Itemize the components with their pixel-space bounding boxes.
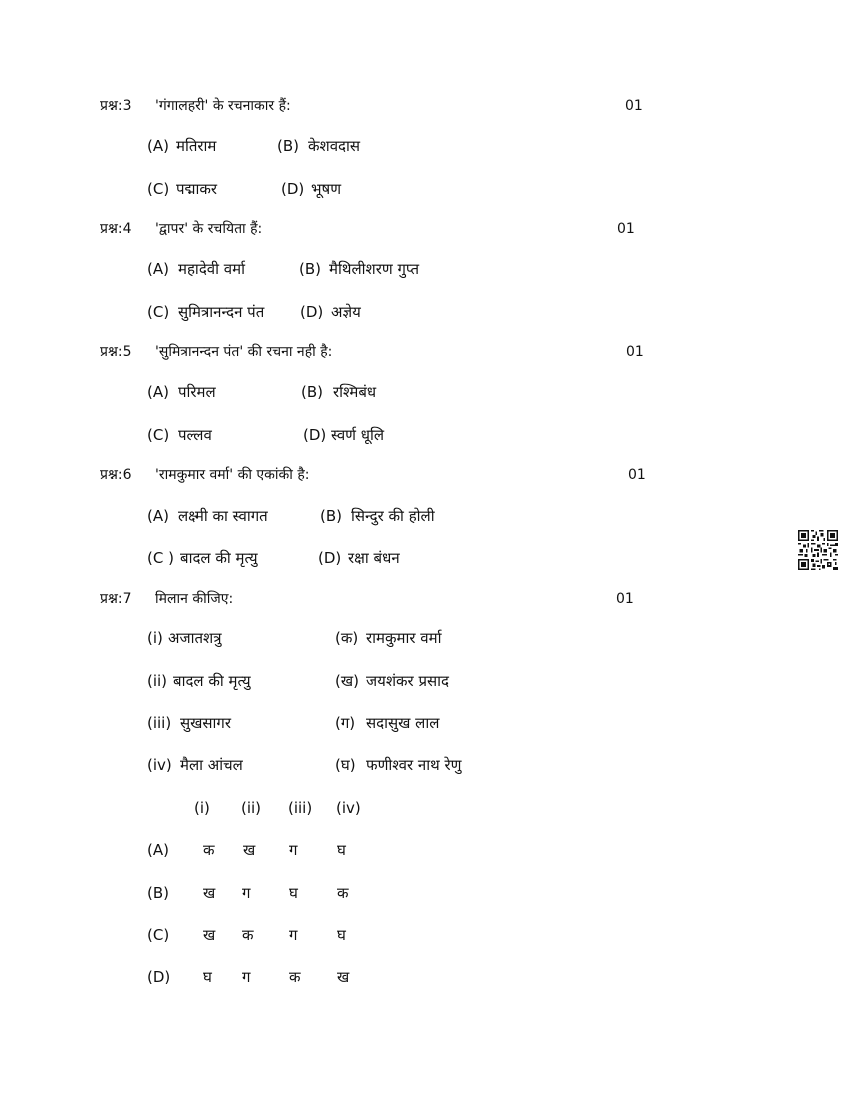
grid-cell: ख (203, 884, 216, 902)
grid-cell: ग (242, 968, 251, 986)
question-3-text: 'गंगालहरी' के रचनाकार हैं: (155, 98, 291, 114)
question-7-marks: 01 (616, 591, 634, 607)
match-left-text-4: मैला आंचल (180, 756, 243, 774)
q6-option-c-key: (C ) (147, 549, 174, 567)
q4-option-a-text: महादेवी वर्मा (178, 260, 245, 278)
grid-cell: ग (289, 841, 298, 859)
grid-row-a-key: (A) (147, 841, 169, 859)
grid-cell: घ (337, 841, 346, 859)
grid-header-iii: (iii) (288, 799, 313, 817)
q3-option-d-text: भूषण (311, 180, 342, 198)
match-right-key-1: (क) (335, 629, 359, 647)
grid-header-ii: (ii) (241, 799, 262, 817)
q5-option-d-key: (D) (303, 426, 327, 444)
question-4-marks: 01 (617, 221, 635, 237)
grid-cell: घ (203, 968, 212, 986)
grid-cell: क (337, 884, 349, 902)
match-right-text-4: फणीश्वर नाथ रेणु (366, 756, 462, 774)
q4-option-a-key: (A) (147, 260, 169, 278)
question-6-text: 'रामकुमार वर्मा' की एकांकी है: (155, 467, 310, 483)
q4-option-d-key: (D) (300, 303, 324, 321)
q6-option-a-key: (A) (147, 507, 169, 525)
q4-option-b-text: मैथिलीशरण गुप्त (329, 260, 420, 278)
q3-option-b-key: (B) (277, 137, 299, 155)
grid-cell: क (289, 968, 301, 986)
grid-cell: क (242, 926, 254, 944)
q4-option-c-text: सुमित्रानन्दन पंत (178, 303, 265, 321)
match-right-key-2: (ख) (335, 672, 359, 690)
match-right-text-3: सदासुख लाल (366, 714, 440, 732)
grid-row-d-key: (D) (147, 968, 171, 986)
q3-option-d-key: (D) (281, 180, 305, 198)
question-3-marks: 01 (625, 98, 643, 114)
match-left-text-1: अजातशत्रु (168, 629, 222, 647)
q5-option-c-text: पल्लव (178, 426, 212, 444)
q5-option-b-text: रश्मिबंध (333, 383, 377, 401)
question-6-label: प्रश्न:6 (100, 467, 132, 483)
question-7-label: प्रश्न:7 (100, 591, 132, 607)
q3-option-c-text: पद्माकर (176, 180, 218, 198)
question-3-label: प्रश्न:3 (100, 98, 132, 114)
grid-cell: ग (242, 884, 251, 902)
q5-option-c-key: (C) (147, 426, 170, 444)
q6-option-d-text: रक्षा बंधन (348, 549, 400, 567)
q3-option-c-key: (C) (147, 180, 170, 198)
match-right-text-1: रामकुमार वर्मा (366, 629, 442, 647)
q4-option-c-key: (C) (147, 303, 170, 321)
question-4-text: 'द्वापर' के रचयिता हैं: (155, 221, 263, 237)
q5-option-d-text: स्वर्ण धूलि (331, 426, 385, 444)
match-right-key-3: (ग) (335, 714, 356, 732)
q5-option-b-key: (B) (301, 383, 323, 401)
question-5-marks: 01 (626, 344, 644, 360)
match-left-key-3: (iii) (147, 714, 172, 732)
q6-option-b-key: (B) (320, 507, 342, 525)
grid-header-i: (i) (194, 799, 210, 817)
q4-option-d-text: अज्ञेय (331, 303, 361, 321)
grid-cell: ग (289, 926, 298, 944)
q3-option-a-text: मतिराम (176, 137, 217, 155)
q5-option-a-key: (A) (147, 383, 169, 401)
match-right-text-2: जयशंकर प्रसाद (366, 672, 449, 690)
q5-option-a-text: परिमल (178, 383, 216, 401)
q6-option-d-key: (D) (318, 549, 342, 567)
q3-option-b-text: केशवदास (308, 137, 361, 155)
match-right-key-4: (घ) (335, 756, 356, 774)
q6-option-a-text: लक्ष्मी का स्वागत (178, 507, 268, 525)
question-4-label: प्रश्न:4 (100, 221, 132, 237)
question-5-label: प्रश्न:5 (100, 344, 132, 360)
grid-header-iv: (iv) (336, 799, 361, 817)
grid-cell: घ (289, 884, 298, 902)
grid-cell: ख (243, 841, 256, 859)
grid-cell: ख (203, 926, 216, 944)
grid-row-b-key: (B) (147, 884, 169, 902)
match-left-key-2: (ii) (147, 672, 168, 690)
q3-option-a-key: (A) (147, 137, 169, 155)
match-left-key-1: (i) (147, 629, 163, 647)
question-7-text: मिलान कीजिए: (155, 591, 234, 607)
q4-option-b-key: (B) (299, 260, 321, 278)
grid-cell: क (203, 841, 215, 859)
grid-cell: ख (337, 968, 350, 986)
grid-cell: घ (337, 926, 346, 944)
grid-row-c-key: (C) (147, 926, 170, 944)
question-5-text: 'सुमित्रानन्दन पंत' की रचना नही है: (155, 344, 333, 360)
q6-option-c-text: बादल की मृत्यु (180, 549, 258, 567)
match-left-text-2: बादल की मृत्यु (173, 672, 251, 690)
match-left-key-4: (iv) (147, 756, 172, 774)
question-6-marks: 01 (628, 467, 646, 483)
q6-option-b-text: सिन्दुर की होली (351, 507, 435, 525)
match-left-text-3: सुखसागर (180, 714, 232, 732)
qr-code-icon (798, 530, 838, 570)
